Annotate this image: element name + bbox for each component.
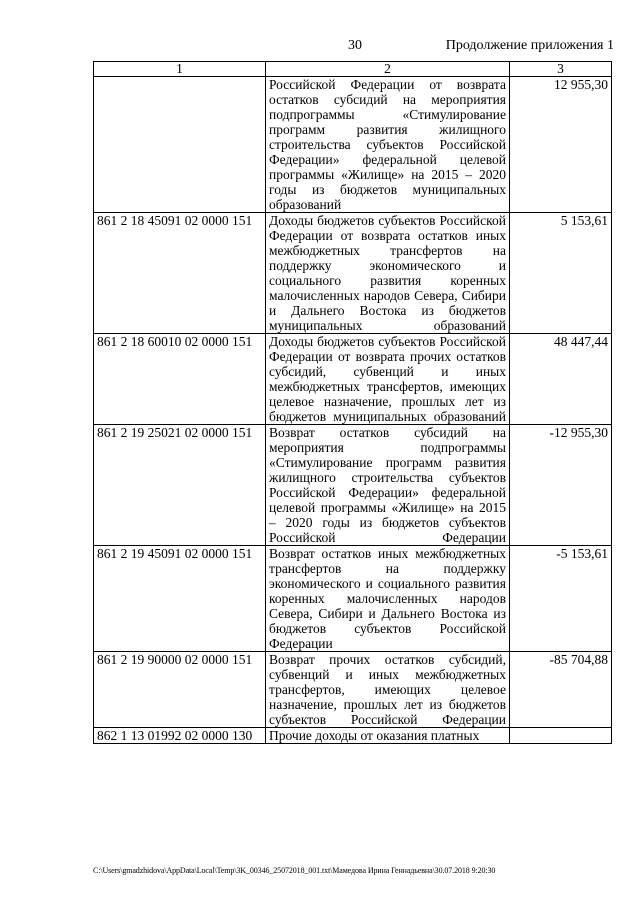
table-row — [94, 213, 612, 334]
income-description: Возврат прочих остатков субсидий, субвенций и иных межбюджетных трансфертов, имеющих целевое назначение, прошлых лет из бюджетов субъектов Российской Федерации — [266, 652, 510, 728]
amount: 48 447,44 — [510, 334, 612, 425]
budget-code: 861 2 19 45091 02 0000 151 — [94, 546, 266, 652]
table-row — [94, 728, 612, 744]
table-row — [94, 334, 612, 425]
column-number-2: 2 — [266, 62, 510, 77]
table-row — [94, 425, 612, 546]
amount — [510, 728, 612, 744]
table-row — [94, 652, 612, 728]
budget-code: 861 2 19 90000 02 0000 151 — [94, 652, 266, 728]
budget-code: 861 2 19 25021 02 0000 151 — [94, 425, 266, 546]
column-number-1: 1 — [94, 62, 266, 77]
budget-code: 862 1 13 01992 02 0000 130 — [94, 728, 266, 744]
amount: -5 153,61 — [510, 546, 612, 652]
income-description: Российской Федерации от возврата остатков субсидий на мероприятия подпрограммы «Стимулирование программ развития жилищного строительства субъектов Российской Федерации» федеральной целевой программы «Жилище» на 2015 – 2020 годы из бюджетов муниципальных образований — [266, 77, 510, 213]
income-description: Прочие доходы от оказания платных — [266, 728, 510, 744]
revenue-table — [93, 61, 612, 744]
amount: 5 153,61 — [510, 213, 612, 334]
budget-code: 861 2 18 60010 02 0000 151 — [94, 334, 266, 425]
file-path-footer: C:\Users\gmadzhidova\AppData\Local\Temp\3K_00346_25072018_001.txt\Мамедова Ирина Геннадьевна\30.07.2018 9:20:30 — [93, 866, 496, 875]
column-number-3: 3 — [510, 62, 612, 77]
budget-code — [94, 77, 266, 213]
continuation-label: Продолжение приложения 1 — [445, 38, 614, 53]
income-description: Возврат остатков иных межбюджетных трансфертов на поддержку экономического и социального развития коренных малочисленных народов Севера, Сибири и Дальнего Востока из бюджетов субъектов Российской Федерации — [266, 546, 510, 652]
column-number-row — [94, 62, 612, 77]
budget-code: 861 2 18 45091 02 0000 151 — [94, 213, 266, 334]
amount: -85 704,88 — [510, 652, 612, 728]
table-row — [94, 77, 612, 213]
income-description: Возврат остатков субсидий на мероприятия подпрограммы «Стимулирование программ развития жилищного строительства субъектов Российской Федерации» федеральной целевой программы «Жилище» на 2015 – 2020 годы из бюджетов субъектов Российской Федерации — [266, 425, 510, 546]
income-description: Доходы бюджетов субъектов Российской Федерации от возврата остатков иных межбюджетных трансфертов на поддержку экономического и социального развития коренных малочисленных народов Севера, Сибири и Дальнего Востока из бюджетов муниципальных образований — [266, 213, 510, 334]
amount: -12 955,30 — [510, 425, 612, 546]
income-description: Доходы бюджетов субъектов Российской Федерации от возврата прочих остатков субсидий, субвенций и иных межбюджетных трансфертов, имеющих целевое назначение, прошлых лет из бюджетов муниципальных образований — [266, 334, 510, 425]
amount: 12 955,30 — [510, 77, 612, 213]
page-number: 30 — [348, 38, 362, 53]
table-row — [94, 546, 612, 652]
